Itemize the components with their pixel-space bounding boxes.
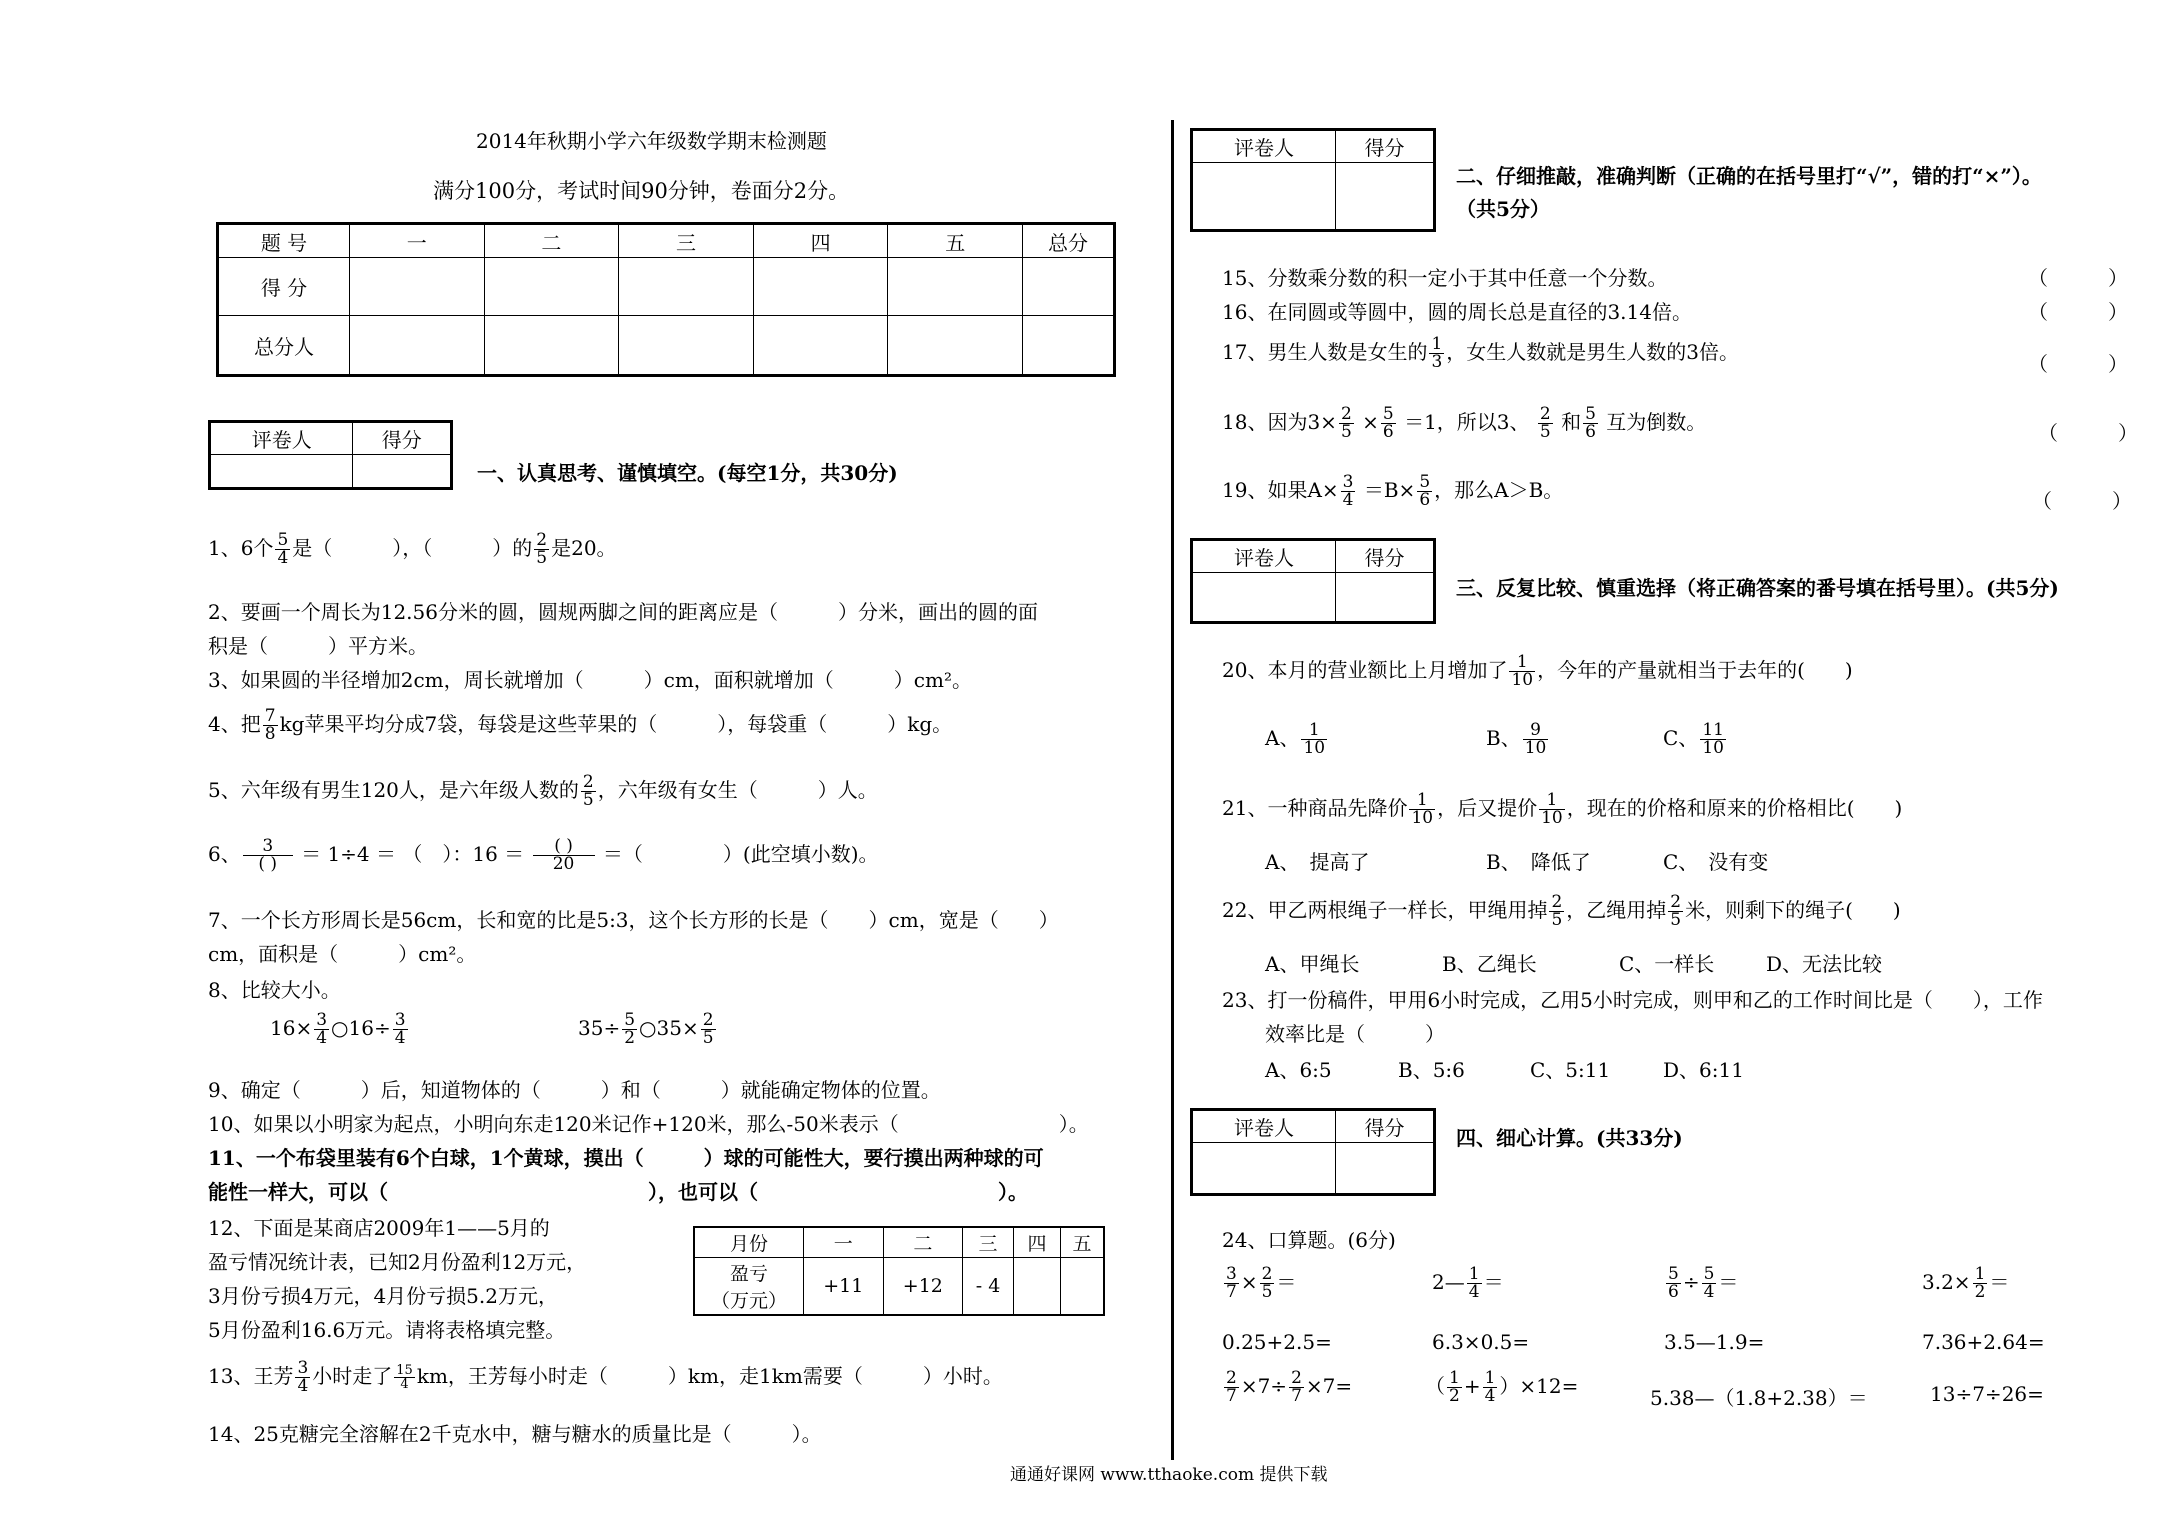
question-11: 11、一个布袋里装有6个白球，1个黄球，摸出（ ）球的可能性大，要行摸出两种球的可 bbox=[208, 1146, 1044, 1170]
question-17: 17、男生人数是女生的 $\frac{1}{3}$ ，女生人数就是男生人数的3倍。 bbox=[1222, 334, 1740, 372]
grader-cell[interactable] bbox=[1192, 163, 1336, 231]
section-2-heading: 二、仔细推敲，准确判断（正确的在括号里打“√”，错的打“×”）。 bbox=[1456, 164, 2042, 188]
answer-paren[interactable]: （ ） bbox=[2038, 421, 2138, 445]
score-cell[interactable] bbox=[619, 316, 754, 376]
calc-item: 7.36+2.64= bbox=[1922, 1330, 2045, 1354]
score-cell[interactable] bbox=[753, 316, 888, 376]
column-divider bbox=[1171, 120, 1174, 1460]
score-header: 二 bbox=[484, 224, 619, 258]
grader-label: 评卷人 bbox=[1192, 130, 1336, 163]
option-c[interactable]: C、 没有变 bbox=[1663, 850, 1769, 874]
question-20: 20、本月的营业额比上月增加了 $\frac{1}{10}$ ，今年的产量就相当于去年的( ) bbox=[1222, 652, 1853, 690]
calc-item: 5.38—（1.8+2.38）＝ bbox=[1650, 1386, 1868, 1410]
exam-title: 2014年秋期小学六年级数学期末检测题 bbox=[476, 129, 827, 153]
calc-item: 13÷7÷26= bbox=[1930, 1382, 2044, 1406]
score-header: 五 bbox=[888, 224, 1023, 258]
score-header: 一 bbox=[350, 224, 485, 258]
compare-expression-1: 16× $\frac{3}{4}$ ○16÷ $\frac{3}{4}$ bbox=[270, 1010, 406, 1048]
question-10: 10、如果以小明家为起点，小明向东走120米记作+120米，那么-50米表示（ ）。 bbox=[208, 1112, 1089, 1136]
option-b[interactable]: B、5:6 bbox=[1398, 1058, 1465, 1082]
table-header: 二 bbox=[883, 1227, 963, 1258]
answer-paren[interactable]: （ ） bbox=[2032, 489, 2132, 513]
question-6: 6、 3 ( ) ＝ 1÷4 ＝ （ ）：16 ＝ ( ) 20 ＝（ ）(此空填小数)。 bbox=[208, 836, 879, 874]
question-12-line3: 3月份亏损4万元，4月份亏损5.2万元， bbox=[208, 1284, 558, 1308]
table-row-label: 盈亏 （万元） bbox=[694, 1258, 804, 1316]
question-23-cont: 效率比是（ ） bbox=[1265, 1022, 1445, 1046]
question-12-line2: 盈亏情况统计表，已知2月份盈利12万元， bbox=[208, 1250, 587, 1274]
table-cell[interactable] bbox=[1014, 1258, 1061, 1316]
score-cell[interactable] bbox=[484, 258, 619, 316]
question-24: 24、口算题。(6分) bbox=[1222, 1228, 1396, 1252]
question-7: 7、一个长方形周长是56cm，长和宽的比是5:3，这个长方形的长是（ ）cm，宽是（ ） bbox=[208, 908, 1059, 932]
section-3-heading: 三、反复比较、慎重选择（将正确答案的番号填在括号里）。(共5分) bbox=[1456, 576, 2059, 600]
grader-label: 评卷人 bbox=[1192, 540, 1336, 573]
calc-item: 0.25+2.5= bbox=[1222, 1330, 1332, 1354]
table-cell[interactable] bbox=[1061, 1258, 1105, 1316]
score-cell[interactable] bbox=[350, 316, 485, 376]
option-a[interactable]: A、甲绳长 bbox=[1265, 952, 1360, 976]
question-15: 15、分数乘分数的积一定小于其中任意一个分数。 bbox=[1222, 266, 1668, 290]
question-2-cont: 积是（ ）平方米。 bbox=[208, 634, 428, 658]
question-14: 14、25克糖完全溶解在2千克水中，糖与糖水的质量比是（ ）。 bbox=[208, 1422, 822, 1446]
question-8: 8、比较大小。 bbox=[208, 978, 341, 1002]
option-c[interactable]: C、5:11 bbox=[1530, 1058, 1611, 1082]
answer-paren[interactable]: （ ） bbox=[2028, 300, 2128, 324]
calc-item: $\frac{2}{7}$ ×7÷ $\frac{2}{7}$ ×7= bbox=[1226, 1368, 1353, 1406]
question-21: 21、一种商品先降价 $\frac{1}{10}$ ，后又提价 $\frac{1}{10}$ ，现在的价格和原来的价格相比( ) bbox=[1222, 790, 1903, 828]
question-3: 3、如果圆的半径增加2cm，周长就增加（ ）cm，面积就增加（ ）cm²。 bbox=[208, 668, 972, 692]
score-cell[interactable] bbox=[1023, 316, 1115, 376]
option-b[interactable]: B、 $\frac{9}{10}$ bbox=[1486, 720, 1547, 758]
score-header: 四 bbox=[753, 224, 888, 258]
table-header: 四 bbox=[1014, 1227, 1061, 1258]
question-23: 23、打一份稿件，甲用6小时完成，乙用5小时完成，则甲和乙的工作时间比是（ ），工作 bbox=[1222, 988, 2043, 1012]
question-19: 19、如果A× $\frac{3}{4}$ ＝B× $\frac{5}{6}$ ，那么A＞B。 bbox=[1222, 472, 1564, 510]
grader-cell[interactable] bbox=[1336, 1143, 1435, 1195]
grader-cell[interactable] bbox=[1192, 1143, 1336, 1195]
grader-box bbox=[1190, 1108, 1436, 1196]
grader-cell[interactable] bbox=[353, 455, 452, 489]
score-cell[interactable] bbox=[753, 258, 888, 316]
option-c[interactable]: C、 $\frac{11}{10}$ bbox=[1663, 720, 1724, 758]
option-b[interactable]: B、乙绳长 bbox=[1442, 952, 1537, 976]
grader-cell[interactable] bbox=[1336, 573, 1435, 623]
profit-loss-table bbox=[693, 1226, 1105, 1316]
question-18: 18、因为3× $\frac{2}{5}$ × $\frac{5}{6}$ ＝1，所以3、 $\frac{2}{5}$ 和 $\frac{5}{6}$ 互为倒数。 bbox=[1222, 404, 1707, 442]
grader-cell[interactable] bbox=[1336, 163, 1435, 231]
question-5: 5、六年级有男生120人，是六年级人数的 $\frac{2}{5}$ ，六年级有女生（ ）人。 bbox=[208, 772, 878, 810]
footer-credit: 通通好课网 www.tthaoke.com 提供下载 bbox=[1010, 1465, 1328, 1485]
question-12-line4: 5月份盈利16.6万元。请将表格填完整。 bbox=[208, 1318, 566, 1342]
calc-item: 3.5—1.9= bbox=[1664, 1330, 1765, 1354]
question-11-cont: 能性一样大，可以（ ），也可以（ ）。 bbox=[208, 1180, 1028, 1204]
answer-paren[interactable]: （ ） bbox=[2028, 352, 2128, 376]
calc-item: $\frac{3}{7}$ × $\frac{2}{5}$ ＝ bbox=[1226, 1264, 1297, 1302]
grader-label: 评卷人 bbox=[1192, 1110, 1336, 1143]
score-header: 题 号 bbox=[218, 224, 350, 258]
question-22: 22、甲乙两根绳子一样长，甲绳用掉 $\frac{2}{5}$ ，乙绳用掉 $\frac{2}{5}$ 米，则剩下的绳子( ) bbox=[1222, 892, 1901, 930]
score-header: 总分 bbox=[1023, 224, 1115, 258]
option-a[interactable]: A、6:5 bbox=[1265, 1058, 1332, 1082]
question-4: 4、把 $\frac{7}{8}$ kg苹果平均分成7袋，每袋是这些苹果的（ ），每袋重（ ）kg。 bbox=[208, 706, 953, 744]
question-9: 9、确定（ ）后，知道物体的（ ）和（ ）就能确定物体的位置。 bbox=[208, 1078, 941, 1102]
score-cell[interactable] bbox=[350, 258, 485, 316]
table-header: 五 bbox=[1061, 1227, 1105, 1258]
option-a[interactable]: A、 $\frac{1}{10}$ bbox=[1265, 720, 1326, 758]
grader-label: 评卷人 bbox=[210, 422, 353, 455]
table-header: 三 bbox=[963, 1227, 1014, 1258]
score-cell[interactable] bbox=[888, 258, 1023, 316]
table-header: 一 bbox=[804, 1227, 884, 1258]
question-1: 1、6个 $\frac{5}{4}$ 是（ ），（ ）的 $\frac{2}{5}$ 是20。 bbox=[208, 530, 617, 568]
section-4-heading: 四、细心计算。(共33分) bbox=[1456, 1126, 1683, 1150]
score-row-label: 得 分 bbox=[218, 258, 350, 316]
answer-paren[interactable]: （ ） bbox=[2028, 266, 2128, 290]
compare-expression-2: 35÷ $\frac{5}{2}$ ○35× $\frac{2}{5}$ bbox=[578, 1010, 714, 1048]
table-cell: +12 bbox=[883, 1258, 963, 1316]
question-13: 13、王芳 $\frac{3}{4}$ 小时走了 $\frac{15}{4}$ km，王芳每小时走（ ）km，走1km需要（ ）小时。 bbox=[208, 1358, 1003, 1396]
calc-item: $\frac{5}{6}$ ÷ $\frac{5}{4}$ ＝ bbox=[1668, 1264, 1739, 1302]
grader-label: 得分 bbox=[353, 422, 452, 455]
question-16: 16、在同圆或等圆中，圆的周长总是直径的3.14倍。 bbox=[1222, 300, 1692, 324]
grader-label: 得分 bbox=[1336, 130, 1435, 163]
calc-item: （ $\frac{1}{2}$ + $\frac{1}{4}$ ）×12= bbox=[1425, 1368, 1579, 1406]
score-row-label: 总分人 bbox=[218, 316, 350, 376]
question-12: 12、下面是某商店2009年1——5月的 bbox=[208, 1216, 550, 1240]
calc-item: 3.2× $\frac{1}{2}$ ＝ bbox=[1922, 1264, 2010, 1302]
option-d[interactable]: D、无法比较 bbox=[1766, 952, 1883, 976]
table-cell: - 4 bbox=[963, 1258, 1014, 1316]
section-1-heading: 一、认真思考、谨慎填空。(每空1分，共30分) bbox=[477, 461, 898, 485]
calc-item: 6.3×0.5= bbox=[1432, 1330, 1530, 1354]
grader-cell[interactable] bbox=[1192, 573, 1336, 623]
grader-box bbox=[1190, 538, 1436, 624]
table-cell: +11 bbox=[804, 1258, 884, 1316]
grader-box bbox=[208, 420, 453, 490]
section-2-points: （共5分） bbox=[1456, 197, 1550, 221]
score-header: 三 bbox=[619, 224, 754, 258]
calc-item: 2— $\frac{1}{4}$ ＝ bbox=[1432, 1264, 1504, 1302]
score-cell[interactable] bbox=[619, 258, 754, 316]
score-table bbox=[216, 222, 1116, 377]
question-7-cont: cm，面积是（ ）cm²。 bbox=[208, 942, 477, 966]
option-a[interactable]: A、 提高了 bbox=[1265, 850, 1370, 874]
score-cell[interactable] bbox=[888, 316, 1023, 376]
table-header: 月份 bbox=[694, 1227, 804, 1258]
grader-cell[interactable] bbox=[210, 455, 353, 489]
option-b[interactable]: B、 降低了 bbox=[1486, 850, 1591, 874]
score-cell[interactable] bbox=[1023, 258, 1115, 316]
option-c[interactable]: C、一样长 bbox=[1619, 952, 1715, 976]
grader-label: 得分 bbox=[1336, 1110, 1435, 1143]
grader-box bbox=[1190, 128, 1436, 232]
grader-label: 得分 bbox=[1336, 540, 1435, 573]
exam-subtitle: 满分100分，考试时间90分钟，卷面分2分。 bbox=[433, 179, 850, 203]
score-cell[interactable] bbox=[484, 316, 619, 376]
question-2: 2、要画一个周长为12.56分米的圆，圆规两脚之间的距离应是（ ）分米，画出的圆的面 bbox=[208, 600, 1038, 624]
option-d[interactable]: D、6:11 bbox=[1663, 1058, 1744, 1082]
